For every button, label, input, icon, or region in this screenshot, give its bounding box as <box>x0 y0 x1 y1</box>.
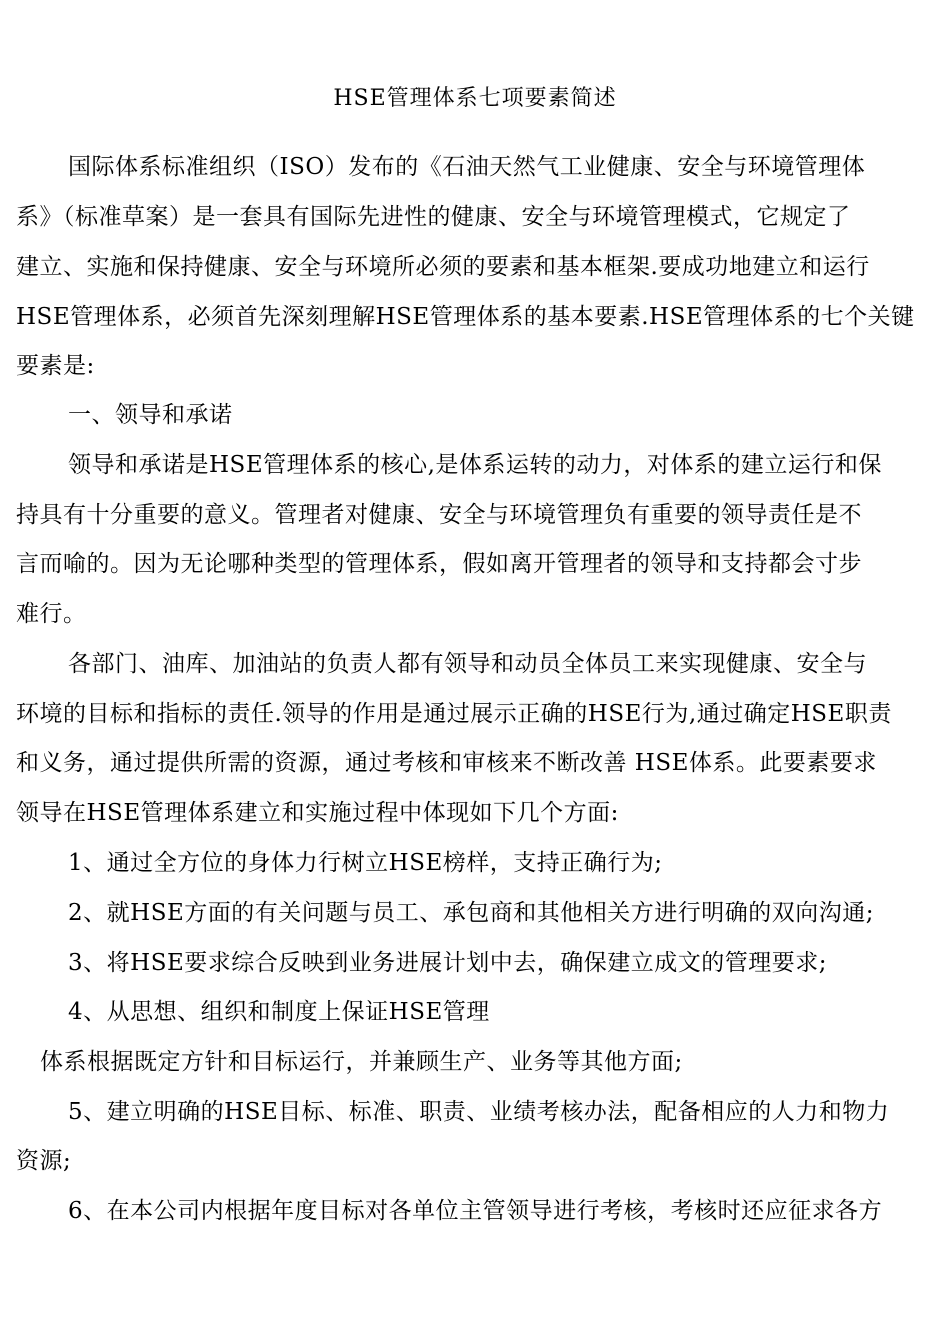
paragraph-line: 要素是: <box>16 353 95 379</box>
paragraph-line: 领导和承诺是HSE管理体系的核心,是体系运转的动力，对体系的建立运行和保 <box>68 452 882 478</box>
paragraph-line: 领导在HSE管理体系建立和实施过程中体现如下几个方面: <box>16 800 619 826</box>
list-item: 5、建立明确的HSE目标、标准、职责、业绩考核办法，配备相应的人力和物力 <box>68 1099 890 1125</box>
paragraph-line: 系》（标准草案）是一套具有国际先进性的健康、安全与环境管理模式，它规定了 <box>16 204 851 230</box>
paragraph-line: 和义务，通过提供所需的资源，通过考核和审核来不断改善 HSE体系。此要素要求 <box>16 750 877 776</box>
paragraph-line: 建立、实施和保持健康、安全与环境所必须的要素和基本框架.要成功地建立和运行 <box>16 254 870 280</box>
list-item-continuation: 体系根据既定方针和目标运行，并兼顾生产、业务等其他方面; <box>40 1049 683 1075</box>
paragraph-line: HSE管理体系，必须首先深刻理解HSE管理体系的基本要素.HSE管理体系的七个关键 <box>16 304 915 330</box>
list-item: 6、在本公司内根据年度目标对各单位主管领导进行考核，考核时还应征求各方 <box>68 1198 883 1224</box>
list-item-continuation: 资源; <box>16 1148 72 1174</box>
document-title: HSE管理体系七项要素简述 <box>333 86 617 111</box>
list-item: 4、从思想、组织和制度上保证HSE管理 <box>68 999 490 1025</box>
paragraph-line: 难行。 <box>16 601 87 627</box>
paragraph-line: 国际体系标准组织（ISO）发布的《石油天然气工业健康、安全与环境管理体 <box>68 154 866 180</box>
paragraph-line: 各部门、油库、加油站的负责人都有领导和动员全体员工来实现健康、安全与 <box>68 651 867 677</box>
section-heading: 一、领导和承诺 <box>68 402 233 428</box>
list-item: 2、就HSE方面的有关问题与员工、承包商和其他相关方进行明确的双向沟通; <box>68 900 874 926</box>
paragraph-line: 环境的目标和指标的责任.领导的作用是通过展示正确的HSE行为,通过确定HSE职责 <box>16 701 892 727</box>
paragraph-line: 持具有十分重要的意义。管理者对健康、安全与环境管理负有重要的领导责任是不 <box>16 502 862 528</box>
list-item: 1、通过全方位的身体力行树立HSE榜样，支持正确行为; <box>68 850 663 876</box>
list-item: 3、将HSE要求综合反映到业务进展计划中去，确保建立成文的管理要求; <box>68 950 827 976</box>
paragraph-line: 言而喻的。因为无论哪种类型的管理体系，假如离开管理者的领导和支持都会寸步 <box>16 551 862 577</box>
